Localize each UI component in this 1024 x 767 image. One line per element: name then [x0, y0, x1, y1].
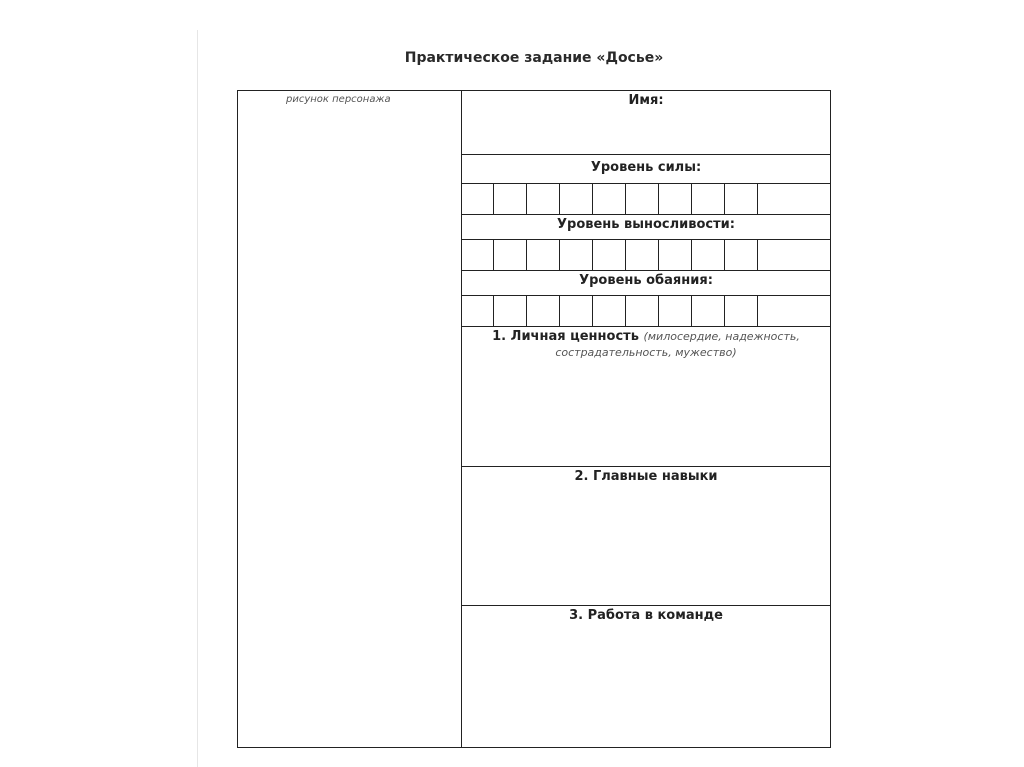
level-cell[interactable] — [527, 184, 560, 214]
level-cell[interactable] — [560, 184, 593, 214]
name-label: Имя: — [628, 93, 664, 108]
level-cell[interactable] — [725, 240, 758, 270]
level-cell[interactable] — [593, 296, 626, 326]
level-cell[interactable] — [758, 184, 830, 214]
level-cell[interactable] — [626, 184, 659, 214]
teamwork-label: 3. Работа в команде — [569, 608, 723, 623]
level-cell[interactable] — [725, 184, 758, 214]
level-cell[interactable] — [462, 296, 494, 326]
level-cell[interactable] — [626, 296, 659, 326]
endurance-level-grid — [462, 239, 830, 271]
charm-section — [462, 271, 830, 295]
level-cell[interactable] — [560, 240, 593, 270]
level-cell[interactable] — [560, 296, 593, 326]
level-cell[interactable] — [692, 296, 725, 326]
level-cell[interactable] — [692, 240, 725, 270]
level-cell[interactable] — [527, 240, 560, 270]
dossier-fields — [462, 91, 830, 747]
name-section[interactable] — [462, 91, 830, 155]
personal-value-label: 1. Личная ценность — [492, 329, 639, 344]
level-cell[interactable] — [659, 240, 692, 270]
level-cell[interactable] — [659, 184, 692, 214]
charm-level-grid — [462, 295, 830, 327]
level-cell[interactable] — [494, 240, 527, 270]
portrait-area[interactable] — [238, 91, 462, 747]
level-cell[interactable] — [462, 240, 494, 270]
strength-section — [462, 155, 830, 183]
personal-value-hint: (милосердие, надежность, — [643, 330, 800, 343]
level-cell[interactable] — [494, 296, 527, 326]
strength-level-grid — [462, 183, 830, 215]
endurance-section — [462, 215, 830, 239]
level-cell[interactable] — [462, 184, 494, 214]
level-cell[interactable] — [494, 184, 527, 214]
strength-label: Уровень силы: — [590, 160, 702, 175]
personal-value-hint-line: сострадательность, мужество) — [555, 346, 737, 359]
page-edge-divider — [197, 30, 198, 767]
level-cell[interactable] — [527, 296, 560, 326]
teamwork-section[interactable] — [462, 606, 830, 746]
level-cell[interactable] — [725, 296, 758, 326]
skills-label: 2. Главные навыки — [574, 469, 718, 484]
level-cell[interactable] — [692, 184, 725, 214]
charm-label: Уровень обаяния: — [579, 273, 713, 288]
level-cell[interactable] — [758, 296, 830, 326]
skills-section[interactable] — [462, 467, 830, 606]
personal-value-section[interactable] — [462, 327, 830, 467]
level-cell[interactable] — [626, 240, 659, 270]
page-title: Практическое задание «Досье» — [404, 50, 664, 66]
level-cell[interactable] — [758, 240, 830, 270]
personal-value-heading — [462, 327, 830, 344]
level-cell[interactable] — [659, 296, 692, 326]
level-cell[interactable] — [593, 240, 626, 270]
portrait-label: рисунок персонажа — [286, 94, 391, 105]
endurance-label: Уровень выносливости: — [557, 217, 735, 232]
level-cell[interactable] — [593, 184, 626, 214]
dossier-table — [237, 90, 831, 748]
